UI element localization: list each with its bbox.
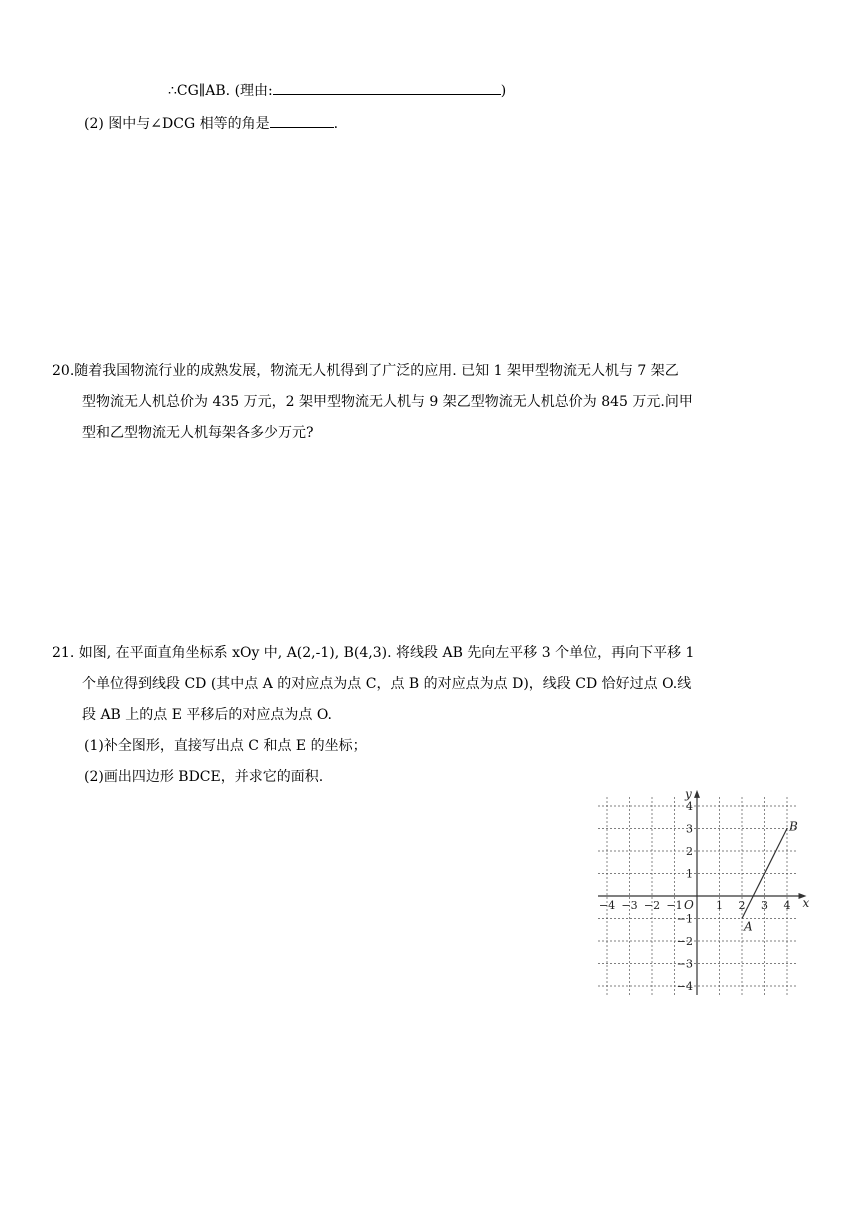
y-tick-label: 2 <box>686 845 693 858</box>
q19-part2 <box>84 113 338 134</box>
q19-part2-blank[interactable] <box>270 113 334 128</box>
coordinate-grid-svg <box>590 790 810 995</box>
y-tick-label: 1 <box>686 867 693 881</box>
x-tick-label: 3 <box>761 899 768 912</box>
point-b-label: B <box>789 819 798 834</box>
y-tick-label: 3 <box>686 822 693 836</box>
q21-line1: 21. 如图, 在平面直角坐标系 xOy 中, A(2,-1), B(4,3). 将线段 AB 先向左平移 3 个单位，再向下平移 1 <box>52 645 695 661</box>
q21-line3: 段 AB 上的点 E 平移后的对应点为点 O. <box>82 707 332 723</box>
x-axis-label: x <box>802 896 810 910</box>
coordinate-grid-figure <box>590 790 810 995</box>
q21-line2: 个单位得到线段 CD (其中点 A 的对应点为点 C，点 B 的对应点为点 D)，线段 CD 恰好过点 O.线 <box>82 676 692 692</box>
q19-conclusion-suffix: ) <box>500 83 507 99</box>
point-a-label: A <box>744 919 753 934</box>
x-tick-label: −2 <box>643 899 661 912</box>
origin-label: O <box>684 898 694 912</box>
y-tick-label: −3 <box>676 957 693 971</box>
y-tick-label: −2 <box>676 935 693 948</box>
x-tick-label: 4 <box>783 899 791 912</box>
x-tick-label: 2 <box>738 899 746 912</box>
y-tick-label: −1 <box>676 912 693 926</box>
x-tick-label: 1 <box>716 899 723 912</box>
q19-reason-blank[interactable] <box>273 80 501 95</box>
x-tick-label: −4 <box>598 899 616 912</box>
q20-line3: 型和乙型物流无人机每架各多少万元? <box>82 425 314 441</box>
y-tick-label: 4 <box>686 800 693 813</box>
y-axis-arrow <box>694 790 700 798</box>
x-tick-label: −3 <box>621 899 638 912</box>
q21-part1: (1)补全图形，直接写出点 C 和点 E 的坐标； <box>84 738 367 754</box>
y-tick-label: −4 <box>676 980 693 993</box>
q19-conclusion-prefix: ∴CG∥AB. (理由: <box>168 83 273 99</box>
x-tick-label: −1 <box>666 899 683 912</box>
q19-part2-prefix: (2) 图中与∠DCG 相等的角是 <box>84 116 270 132</box>
q19-part2-suffix: . <box>333 116 339 132</box>
y-axis-label: y <box>685 790 692 801</box>
x-tick-labels <box>599 899 791 912</box>
axes <box>598 790 807 995</box>
q20-line2: 型物流无人机总价为 435 万元，2 架甲型物流无人机与 9 架乙型物流无人机总价为 845 万元.问甲 <box>82 394 693 410</box>
q21-part2: (2)画出四边形 BDCE，并求它的面积. <box>84 769 324 785</box>
q19-conclusion <box>168 80 506 101</box>
q20-line1: 20.随着我国物流行业的成熟发展，物流无人机得到了广泛的应用. 已知 1 架甲型物流无人机与 7 架乙 <box>52 363 679 379</box>
